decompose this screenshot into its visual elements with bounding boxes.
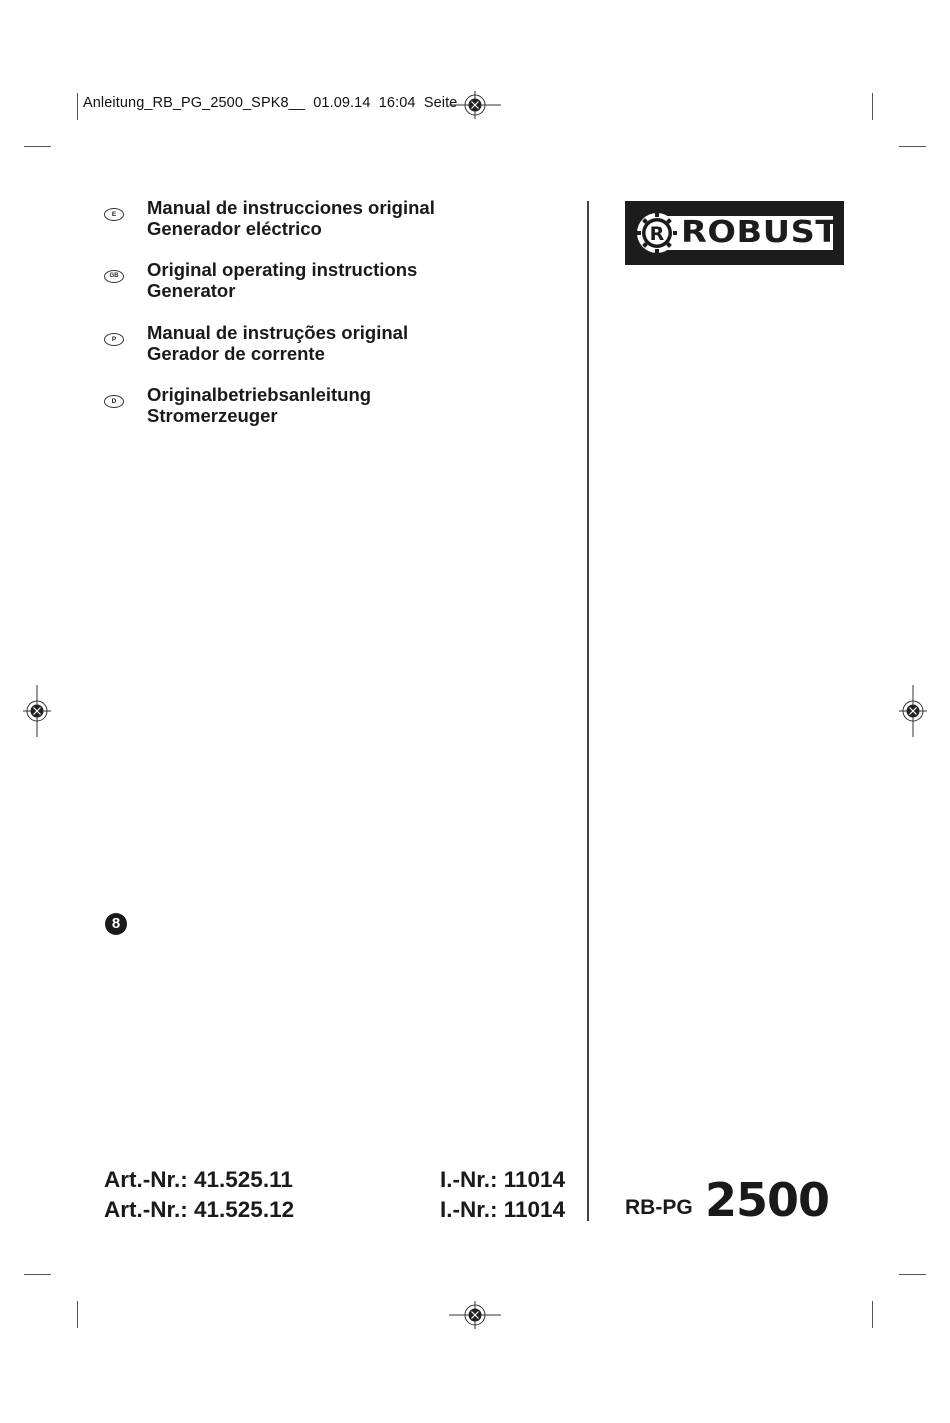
crop-mark-top-left-vertical — [77, 93, 78, 120]
gear-r-emblem-icon — [634, 210, 680, 256]
model-number: 2500 — [705, 1173, 830, 1227]
crop-mark-bottom-right-horizontal — [899, 1274, 926, 1275]
language-title: Manual de instruções original — [147, 322, 409, 343]
ident-number-1: I.-Nr.: 11014 — [440, 1167, 566, 1192]
registration-mark-left-icon — [9, 683, 65, 739]
language-title: Originalbetriebsanleitung — [147, 384, 372, 405]
ident-number-2: I.-Nr.: 11014 — [440, 1197, 566, 1222]
language-subtitle: Generador eléctrico — [147, 218, 322, 239]
language-title: Manual de instrucciones original — [147, 197, 435, 218]
language-code-badge: GB — [104, 270, 124, 283]
article-number-1: Art.-Nr.: 41.525.11 — [104, 1167, 293, 1192]
page-number-badge: 8 — [105, 913, 127, 935]
crop-mark-bottom-left-horizontal — [24, 1274, 51, 1275]
slug-filename: Anleitung_RB_PG_2500_SPK8__ — [83, 95, 305, 111]
slug-date: 01.09.14 — [313, 95, 371, 111]
registration-mark-right-icon — [885, 683, 941, 739]
language-title: Original operating instructions — [147, 259, 418, 280]
registration-mark-bottom-icon — [447, 1287, 503, 1343]
language-subtitle: Generator — [147, 280, 236, 301]
model-prefix: RB-PG — [625, 1196, 693, 1219]
language-subtitle: Gerador de corrente — [147, 343, 325, 364]
brand-logo — [625, 201, 844, 265]
article-number-2: Art.-Nr.: 41.525.12 — [104, 1197, 295, 1222]
print-slug-line — [83, 95, 457, 111]
crop-mark-top-right-vertical — [872, 93, 873, 120]
language-subtitle: Stromerzeuger — [147, 405, 278, 426]
crop-mark-bottom-right-vertical — [872, 1301, 873, 1328]
language-code-badge: E — [104, 208, 124, 221]
crop-mark-top-left-horizontal — [24, 146, 51, 147]
crop-mark-top-right-horizontal — [899, 146, 926, 147]
brand-name: ROBUST — [681, 215, 839, 250]
slug-time: 16:04 — [378, 95, 416, 111]
language-code-badge: D — [104, 395, 124, 408]
svg-text:R: R — [649, 223, 665, 245]
slug-page-label: Seite — [423, 95, 458, 111]
crop-mark-bottom-left-vertical — [77, 1301, 78, 1328]
registration-mark-top-icon — [447, 77, 503, 133]
vertical-divider — [587, 201, 589, 1221]
language-code-badge: P — [104, 333, 124, 346]
